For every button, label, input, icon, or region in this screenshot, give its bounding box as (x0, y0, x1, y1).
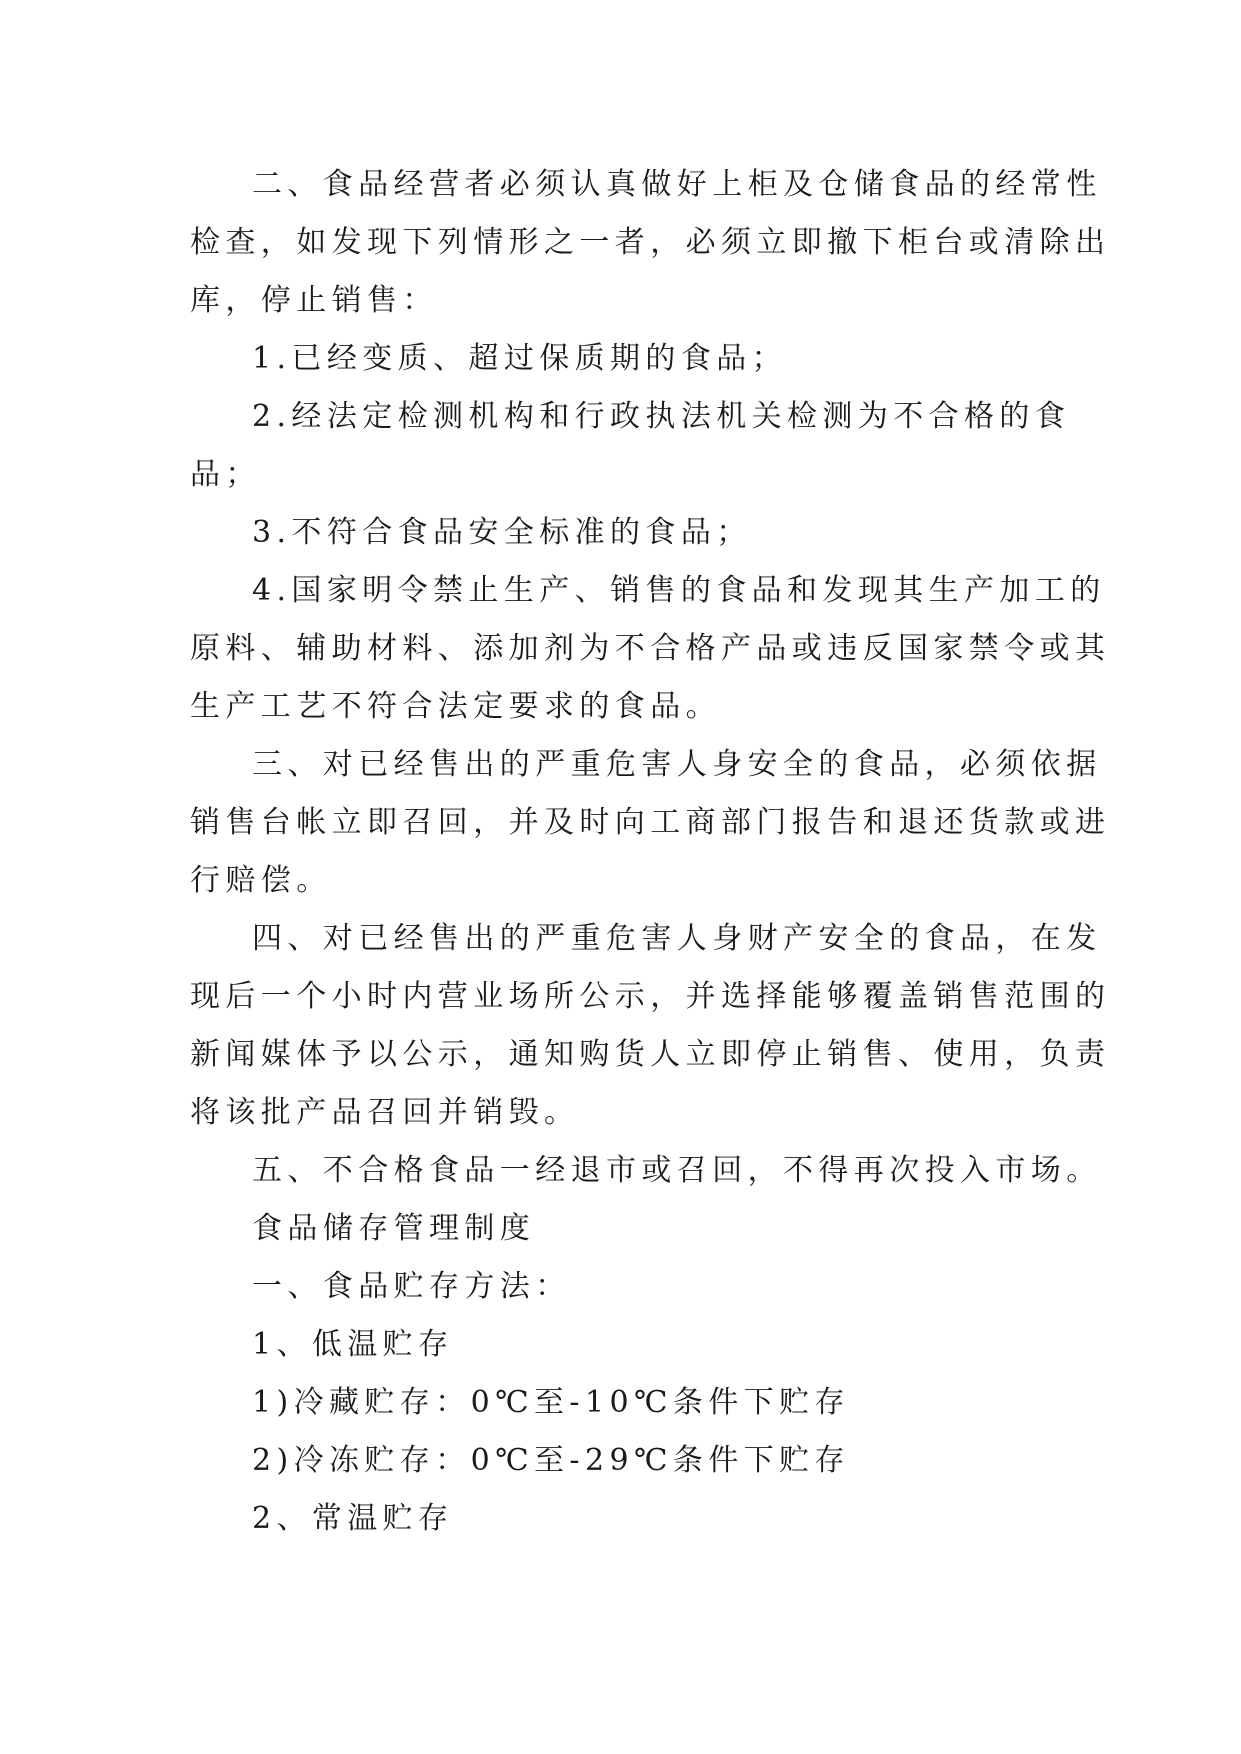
paragraph-2-line-3: 库，停止销售： (190, 283, 438, 318)
paragraph-3-line-3: 行赔偿。 (190, 863, 332, 898)
list-item-2-line-1: 2.经法定检测机构和行政执法机关检测为不合格的食 (252, 399, 1071, 434)
section-heading-1: 一、食品贮存方法： (252, 1269, 571, 1304)
paragraph-2-line-1: 二、食品经营者必须认真做好上柜及仓储食品的经常性 (252, 167, 1102, 202)
paragraph-4-line-3: 新闻媒体予以公示，通知购货人立即停止销售、使用，负责 (190, 1037, 1111, 1072)
paragraph-2-line-2: 检查，如发现下列情形之一者，必须立即撤下柜台或清除出 (190, 225, 1111, 260)
paragraph-3-line-1: 三、对已经售出的严重危害人身安全的食品，必须依据 (252, 747, 1102, 782)
item-refrigerated: 1)冷藏贮存：0℃至-10℃条件下贮存 (252, 1385, 850, 1420)
sub-heading-room-temp: 2、常温贮存 (252, 1501, 454, 1536)
sub-heading-low-temp: 1、低温贮存 (252, 1327, 454, 1362)
list-item-4-line-3: 生产工艺不符合法定要求的食品。 (190, 689, 721, 724)
list-item-2-line-2: 品； (190, 457, 261, 492)
list-item-3: 3.不符合食品安全标准的食品； (252, 515, 752, 550)
paragraph-4-line-2: 现后一个小时内营业场所公示，并选择能够覆盖销售范围的 (190, 979, 1111, 1014)
item-frozen: 2)冷冻贮存：0℃至-29℃条件下贮存 (252, 1443, 850, 1478)
paragraph-4-line-1: 四、对已经售出的严重危害人身财产安全的食品，在发 (252, 921, 1102, 956)
list-item-4-line-1: 4.国家明令禁止生产、销售的食品和发现其生产加工的 (252, 573, 1106, 608)
paragraph-4-line-4: 将该批产品召回并销毁。 (190, 1095, 580, 1130)
list-item-1: 1.已经变质、超过保质期的食品； (252, 341, 788, 376)
section-title: 食品储存管理制度 (252, 1211, 536, 1246)
paragraph-5: 五、不合格食品一经退市或召回，不得再次投入市场。 (252, 1153, 1102, 1188)
list-item-4-line-2: 原料、辅助材料、添加剂为不合格产品或违反国家禁令或其 (190, 631, 1111, 666)
paragraph-3-line-2: 销售台帐立即召回，并及时向工商部门报告和退还货款或进 (190, 805, 1111, 840)
